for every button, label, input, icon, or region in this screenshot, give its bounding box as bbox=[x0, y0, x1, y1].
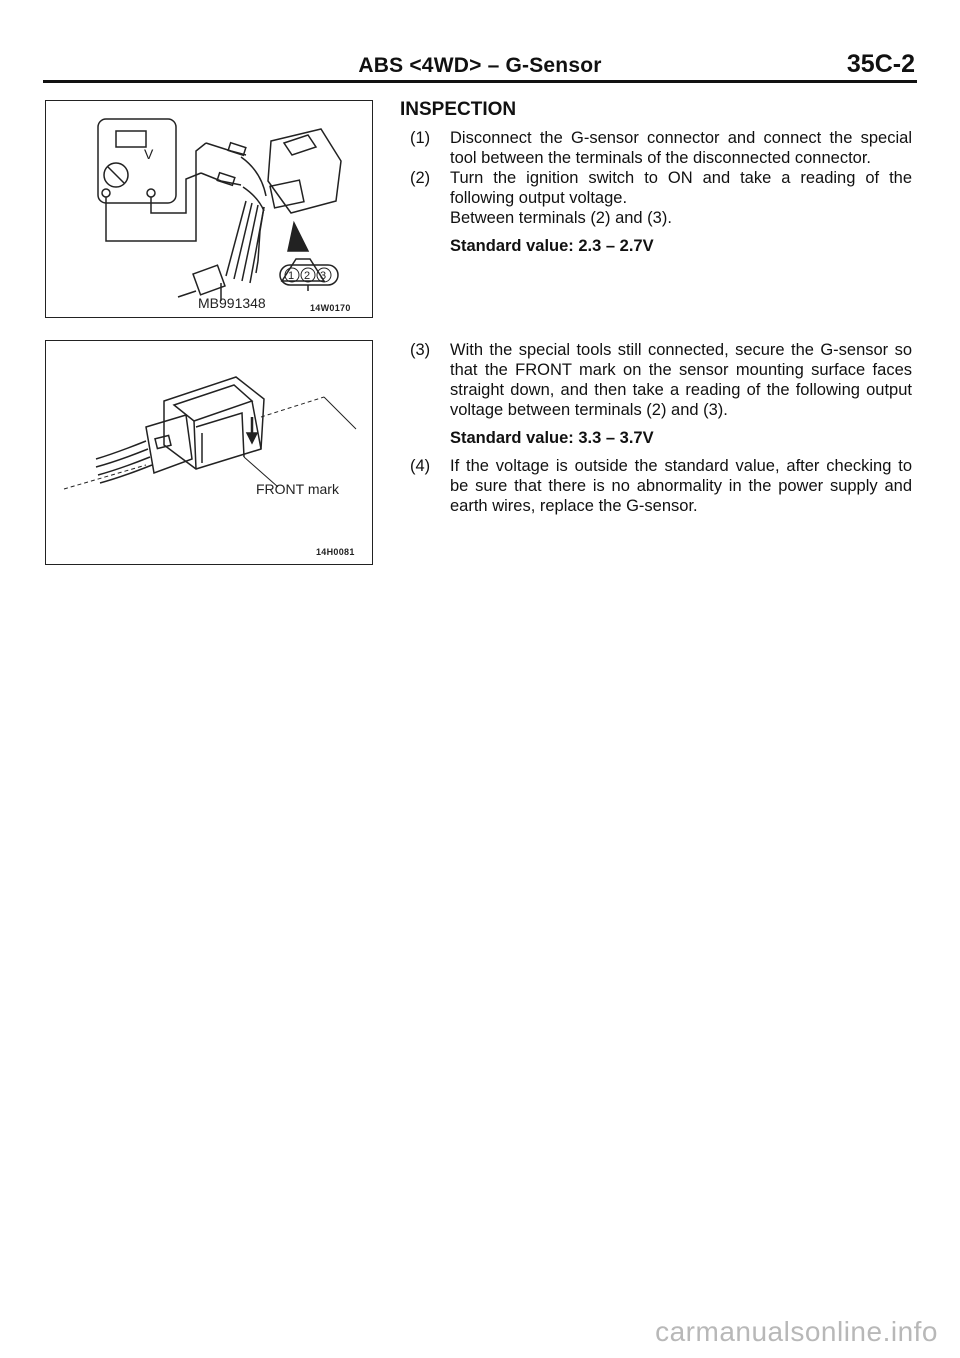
terminal-1: 1 bbox=[288, 270, 295, 282]
inspection-section bbox=[400, 100, 912, 256]
figure-voltmeter-connection bbox=[45, 100, 373, 318]
page-number: 35C-2 bbox=[846, 50, 915, 78]
g-sensor-front-mark-illustration bbox=[46, 341, 374, 566]
step-4 bbox=[400, 456, 912, 516]
section-title: ABS <4WD> – G-Sensor bbox=[358, 54, 602, 77]
header-rule bbox=[43, 80, 917, 83]
step-1 bbox=[400, 128, 912, 168]
figure-code: 14W0170 bbox=[310, 303, 351, 313]
meter-letter: V bbox=[144, 146, 154, 162]
standard-value: Standard value: 3.3 – 3.7V bbox=[450, 429, 654, 447]
terminal-2: 2 bbox=[304, 270, 311, 282]
step-text: Disconnect the G-sensor connector and connect the special tool between the terminals of the disconnected connector. bbox=[450, 129, 912, 167]
step-text: With the special tools still connected, secure the G-sensor so that the FRONT mark on the sensor mounting surface faces straight down, and then take a reading of the following output voltage between terminals (2) and (3). bbox=[450, 341, 912, 419]
inspection-section-continued bbox=[400, 340, 912, 516]
voltmeter-connection-illustration bbox=[46, 101, 374, 319]
step-number: (2) bbox=[410, 169, 431, 187]
page-header bbox=[43, 48, 917, 82]
watermark: carmanualsonline.info bbox=[655, 1316, 938, 1347]
special-tool-label: MB991348 bbox=[198, 295, 266, 311]
step-number: (4) bbox=[410, 457, 431, 475]
step-text: Turn the ignition switch to ON and take a reading of the following output voltage. bbox=[450, 169, 912, 207]
standard-value: Standard value: 2.3 – 2.7V bbox=[450, 237, 654, 255]
front-mark-label: FRONT mark bbox=[256, 481, 339, 497]
step-number: (1) bbox=[410, 129, 431, 147]
step-3 bbox=[400, 340, 912, 448]
figure-code: 14H0081 bbox=[316, 547, 355, 557]
voltmeter-display bbox=[116, 131, 146, 147]
step-number: (3) bbox=[410, 341, 431, 359]
section-heading: INSPECTION bbox=[400, 99, 517, 120]
step-text: If the voltage is outside the standard value, after checking to be sure that there is no abnormality in the power supply and earth wires, replace the G-sensor. bbox=[450, 457, 912, 515]
step-extra: Between terminals (2) and (3). bbox=[450, 209, 672, 227]
terminal-3: 3 bbox=[320, 270, 327, 282]
tool-connector bbox=[193, 265, 225, 295]
step-2 bbox=[400, 168, 912, 256]
figure-front-mark bbox=[45, 340, 373, 565]
